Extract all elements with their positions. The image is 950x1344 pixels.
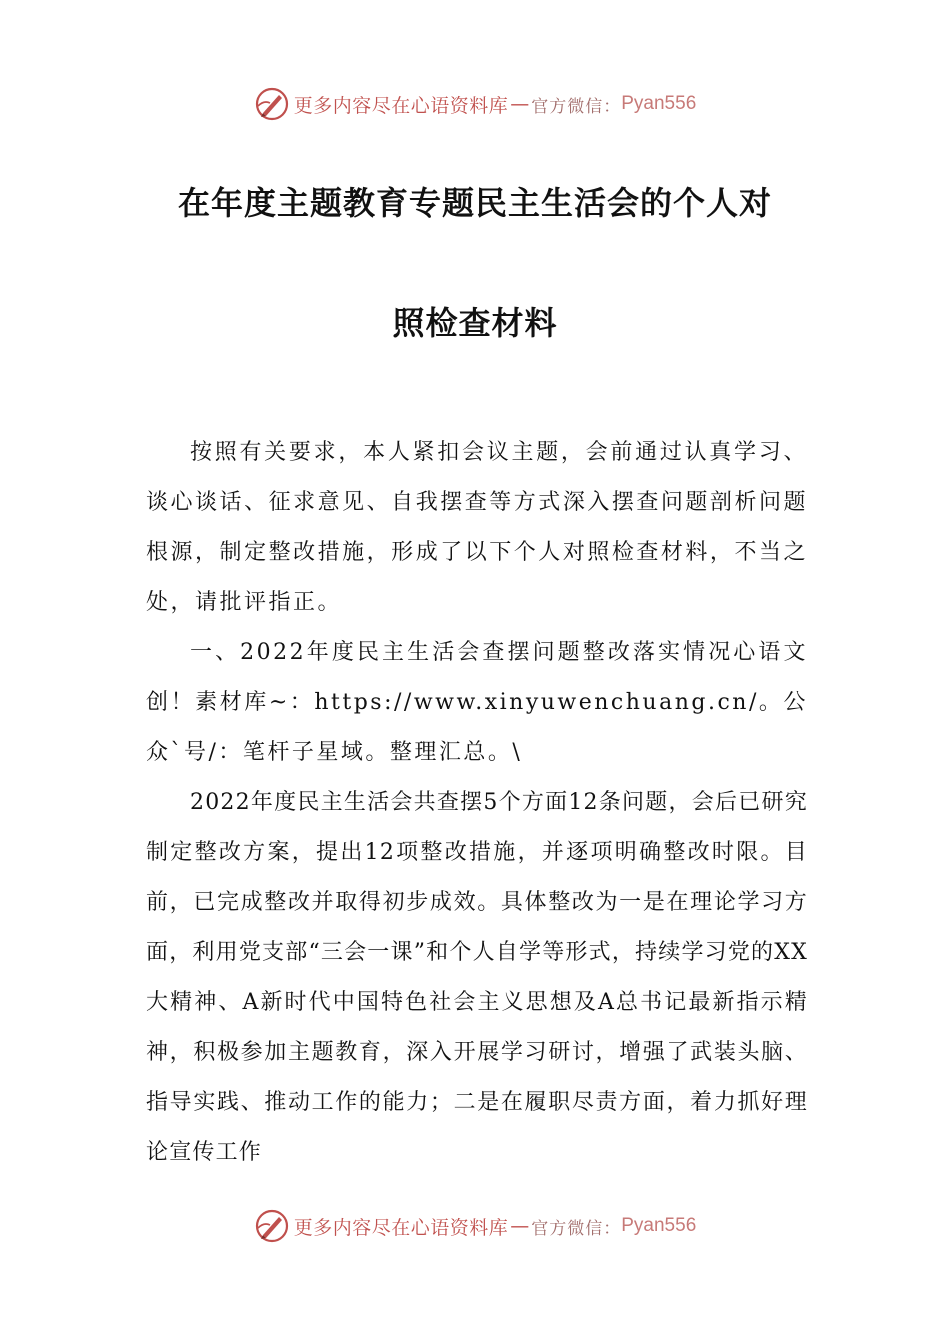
document-title-line-2: 照检查材料 xyxy=(392,304,558,342)
paragraph-section-heading: 一、2022年度民主生活会查摆问题整改落实情况心语文创！素材库~：https://www.xinyuwenchuang.cn/。公众`号/：笔杆子星域。整理汇总。\ xyxy=(146,640,808,765)
watermark-banner-bottom xyxy=(0,1206,950,1246)
watermark-dash: — xyxy=(510,93,530,115)
watermark-contact-label: 官方微信： xyxy=(531,96,622,117)
paragraph-intro: 按照有关要求，本人紧扣会议主题，会前通过认真学习、谈心谈话、征求意见、自我摆查等方式深入摆查问题剖析问题根源，制定整改措施，形成了以下个人对照检查材料，不当之处，请批评指正。 xyxy=(146,440,808,615)
watermark-banner-top xyxy=(0,84,950,124)
paragraph-rectification: 2022年度民主生活会共查摆5个方面12条问题，会后已研究制定整改方案，提出12项整改措施，并逐项明确整改时限。目前，已完成整改并取得初步成效。具体整改为一是在理论学习方面，利用党支部“三会一课”和个人自学等形式，持续学习党的XX大精神、A新时代中国特色社会主义思想及A总书记最新指示精神，积极参加主题教育，深入开展学习研讨，增强了武装头脑、指导实践、推动工作的能力；二是在履职尽责方面，着力抓好理论宣传工作 xyxy=(146,790,808,1165)
watermark-contact-label: 官方微信： xyxy=(531,1218,622,1239)
document-title-line-1: 在年度主题教育专题民主生活会的个人对 xyxy=(177,184,772,222)
pen-logo-icon xyxy=(254,86,290,122)
pen-logo-icon xyxy=(254,1208,290,1244)
document-body xyxy=(146,428,808,1178)
watermark-slogan: 更多内容尽在心语资料库 xyxy=(293,94,509,117)
watermark-slogan: 更多内容尽在心语资料库 xyxy=(293,1216,509,1239)
watermark-wechat-id: Pyan556 xyxy=(621,1215,697,1236)
watermark-dash: — xyxy=(510,1215,530,1237)
watermark-wechat-id: Pyan556 xyxy=(621,93,697,114)
